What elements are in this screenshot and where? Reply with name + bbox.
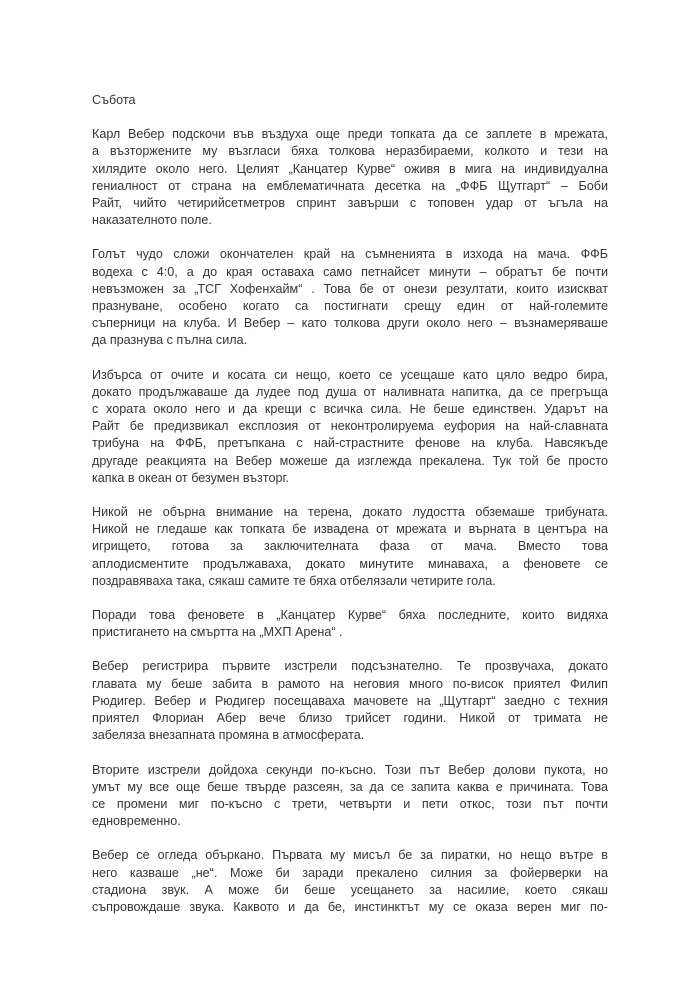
text-line: Никой не обърна внимание на терена, докато лудостта обземаше трибуната. <box>92 505 608 520</box>
text-line: приятел Флориан Абер вече близо трийсет години. Никой от тримата не <box>92 711 608 726</box>
text-line: Вебер се огледа объркано. Първата му мисъл бе за пиратки, но нещо вътре в <box>92 848 608 863</box>
document-body <box>92 92 608 933</box>
text-line: съпровождаше звука. Каквото и да бе, инстинктът му се оказа верен миг по- <box>92 899 608 914</box>
paragraph <box>92 607 608 641</box>
text-line: пристигането на смъртта на „МХП Арена“ . <box>92 625 343 640</box>
text-line: главата му беше забита в рамото на неговия много по-висок приятел Филип <box>92 676 608 691</box>
paragraph <box>92 847 608 916</box>
paragraph <box>92 126 608 229</box>
text-line: Карл Вебер подскочи във въздуха още преди топката да се заплете в мрежата, <box>92 127 608 142</box>
text-line: Поради това феновете в „Канцатер Курве“ бяха последните, които видяха <box>92 608 608 623</box>
text-line: забеляза внезапната промяна в атмосферата. <box>92 728 365 743</box>
text-line: умът му все още беше твърде разсеян, за да се запита каква е причината. Това <box>92 779 608 794</box>
text-line: Райт, чийто четирийсетметров спринт завърши с топовен удар от ъгъла на <box>92 196 608 211</box>
paragraph <box>92 658 608 744</box>
paragraph <box>92 246 608 349</box>
text-line: игрището, готова за заключителната фаза от мача. Вместо това <box>92 539 608 554</box>
text-line: поздравяваха така, сякаш самите те бяха отбелязали четирите гола. <box>92 573 496 588</box>
text-line: водеха с 4:0, а до края оставаха само петнайсет минути – обратът бе почти <box>92 264 608 279</box>
text-line: се промени миг по-късно с трети, четвърти и пети откос, този път почти <box>92 796 608 811</box>
paragraph <box>92 367 608 487</box>
text-line: гениалност от страна на емблематичната десетка на „ФФБ Щутгарт“ – Боби <box>92 178 608 193</box>
text-line: Голът чудо сложи окончателен край на съмненията в изхода на мача. ФФБ <box>92 247 608 262</box>
text-line: Вторите изстрели дойдоха секунди по-късно. Този път Вебер долови пукота, но <box>92 762 608 777</box>
text-line: Райт бе предизвикал експлозия от неконтролируема еуфория на най-славната <box>92 419 608 434</box>
section-heading: Събота <box>92 93 136 107</box>
paragraph <box>92 762 608 831</box>
text-line: него казваше „не“. Може би заради прекалено силния за фойерверки на <box>92 865 608 880</box>
paragraph-list <box>92 126 608 916</box>
text-line: капка в океан от безумен възторг. <box>92 470 290 485</box>
text-line: трибуна на ФФБ, претъпкана с най-страстните фенове на клуба. Навсякъде <box>92 436 608 451</box>
text-line: да празнува с пълна сила. <box>92 333 248 348</box>
text-line: едновременно. <box>92 814 181 829</box>
text-line: хилядите около него. Целият „Канцатер Курве“ оживя в мига на индивидуална <box>92 161 608 176</box>
text-line: съперници на клуба. И Вебер – като толкова други около него – възнамеряваше <box>92 316 608 331</box>
text-line: стадиона звук. А може би беше усещането за насилие, което сякаш <box>92 882 608 897</box>
text-line: Вебер регистрира първите изстрели подсъзнателно. Те прозвучаха, докато <box>92 659 608 674</box>
text-line: а възторжените му възгласи бяха толкова неразбираеми, колкото и тези на <box>92 144 608 159</box>
text-line: с хората около него и да крещи с всичка сила. Не беше единствен. Ударът на <box>92 402 608 417</box>
paragraph <box>92 504 608 590</box>
text-line: докато продължаваше да лудее под душа от наливната напитка, да се прегръща <box>92 384 608 399</box>
text-line: другаде реакцията на Вебер можеше да изглежда прекалена. Тук той бе просто <box>92 453 608 468</box>
text-line: наказателното поле. <box>92 213 212 228</box>
text-line: празнуване, особено когато са постигнати срещу един от най-големите <box>92 299 608 314</box>
text-line: невъзможен за „ТСГ Хофенхайм“ . Това бе от онези резултати, които изискват <box>92 281 608 296</box>
text-line: Рюдигер. Вебер и Рюдигер посещаваха мачовете на „Щутгарт“ заедно с техния <box>92 693 608 708</box>
text-line: аплодисментите продължаваха, докато минутите минаваха, а феновете се <box>92 556 608 571</box>
text-line: Избърса от очите и косата си нещо, което се усещаше като цяло ведро бира, <box>92 367 608 382</box>
text-line: Никой не гледаше как топката бе извадена от мрежата и върната в центъра на <box>92 522 608 537</box>
